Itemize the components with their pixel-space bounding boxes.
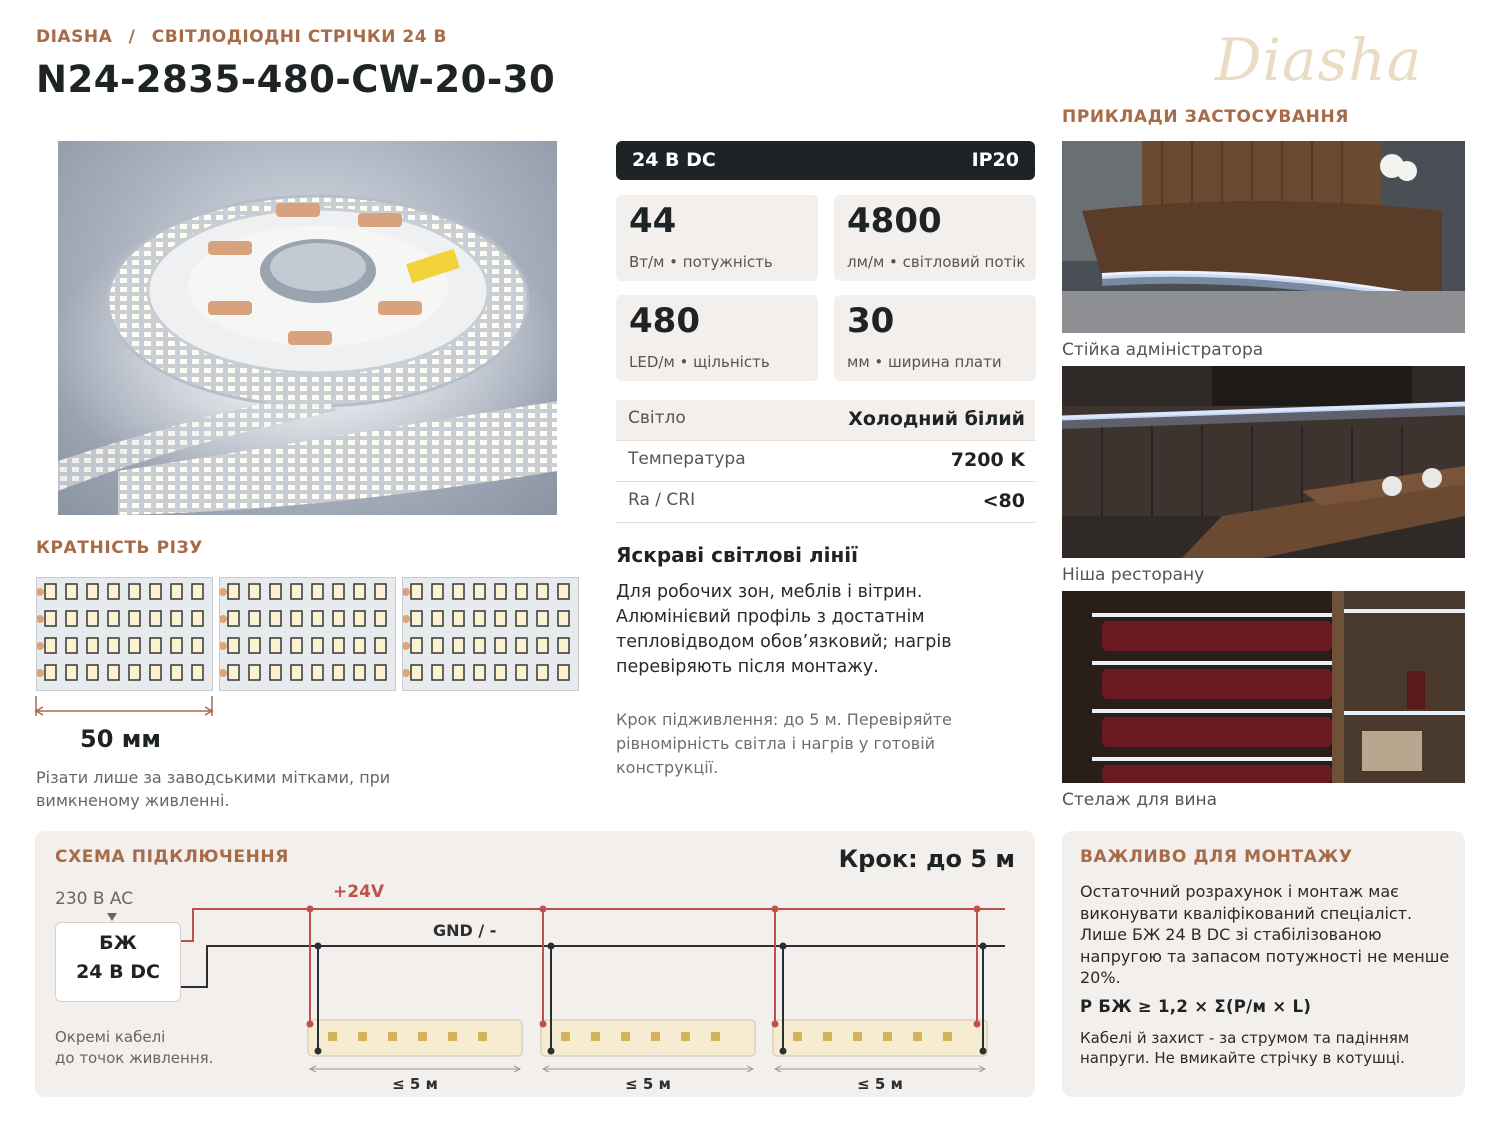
led-dot bbox=[793, 1032, 802, 1041]
breadcrumb-brand[interactable]: DIASHA bbox=[36, 27, 113, 47]
junction-dot bbox=[307, 906, 314, 913]
led-dot bbox=[711, 1032, 720, 1041]
feed-note-line: до точок живлення. bbox=[55, 1049, 214, 1067]
led-dot bbox=[561, 1032, 570, 1041]
psu-label: БЖ bbox=[99, 932, 137, 954]
led-strip-segment bbox=[541, 1020, 755, 1056]
plus-24v-wire bbox=[181, 909, 1005, 941]
feature-note: Крок підживлення: до 5 м. Перевіряйте рівномірність світла і нагрів у готовій конструкції. bbox=[616, 710, 952, 777]
junction-dot bbox=[540, 906, 547, 913]
led-dot bbox=[823, 1032, 832, 1041]
spec-tile-flux bbox=[834, 195, 1036, 281]
property-value: Холодний білий bbox=[848, 408, 1025, 430]
cutting-heading: КРАТНІСТЬ РІЗУ bbox=[36, 538, 203, 558]
tile-value: 44 bbox=[629, 201, 677, 241]
application-caption: Стійка адміністратора bbox=[1062, 340, 1264, 360]
important-note: Кабелі й захист - за струмом та падінням напруги. Не вмикайте стрічку в котушці. bbox=[1080, 1029, 1410, 1067]
junction-dot bbox=[980, 1048, 987, 1055]
important-panel bbox=[1062, 831, 1465, 1097]
led-strip-segment bbox=[308, 1020, 522, 1056]
property-value: 7200 K bbox=[950, 449, 1025, 471]
junction-dot bbox=[540, 1021, 547, 1028]
tile-value: 4800 bbox=[847, 201, 942, 241]
junction-dot bbox=[315, 1048, 322, 1055]
strip-segment-image bbox=[219, 577, 396, 691]
led-dot bbox=[478, 1032, 487, 1041]
spec-tile-width bbox=[834, 295, 1036, 381]
application-caption: Ніша ресторану bbox=[1062, 565, 1205, 585]
led-dot bbox=[388, 1032, 397, 1041]
important-heading: ВАЖЛИВО ДЛЯ МОНТАЖУ bbox=[1080, 847, 1353, 867]
tile-value: 30 bbox=[847, 301, 895, 341]
led-dot bbox=[621, 1032, 630, 1041]
cut-dimension-arrow bbox=[34, 694, 216, 720]
led-dot bbox=[681, 1032, 690, 1041]
brand-logo: Diasha bbox=[1215, 26, 1423, 94]
feed-note-line: Окремі кабелі bbox=[55, 1028, 166, 1046]
gnd-label: GND / - bbox=[433, 921, 497, 940]
junction-dot bbox=[974, 906, 981, 913]
junction-dot bbox=[780, 943, 787, 950]
junction-dot bbox=[548, 943, 555, 950]
tile-unit: Вт/м • потужність bbox=[629, 253, 773, 271]
wiring-heading: СХЕМА ПІДКЛЮЧЕННЯ bbox=[55, 847, 289, 867]
led-dot bbox=[913, 1032, 922, 1041]
junction-dot bbox=[974, 1021, 981, 1028]
led-dot bbox=[883, 1032, 892, 1041]
plus-label: +24V bbox=[333, 882, 385, 902]
application-caption: Стелаж для вина bbox=[1062, 790, 1218, 810]
ac-input-label: 230 В AC bbox=[55, 889, 134, 909]
tile-unit: мм • ширина плати bbox=[847, 353, 1002, 371]
tile-unit: LED/м • щільність bbox=[629, 353, 770, 371]
led-dot bbox=[358, 1032, 367, 1041]
wiring-panel bbox=[35, 831, 1035, 1097]
led-dot bbox=[418, 1032, 427, 1041]
breadcrumb-separator: / bbox=[128, 27, 136, 47]
led-dot bbox=[651, 1032, 660, 1041]
segment-length-label: ≤ 5 м bbox=[625, 1075, 671, 1093]
tile-unit: лм/м • світловий потік bbox=[847, 253, 1026, 271]
spec-tile-density bbox=[616, 295, 818, 381]
property-row-cri bbox=[616, 482, 1035, 522]
power-formula: P БЖ ≥ 1,2 × Σ(P/м × L) bbox=[1080, 997, 1312, 1016]
important-text: Остаточний розрахунок і монтаж має виконувати кваліфікований спеціаліст. Лише БЖ 24 В DC зі стабілізованою напругою та запасом потужності не менше 20%. bbox=[1080, 882, 1450, 987]
tile-value: 480 bbox=[629, 301, 700, 341]
junction-dot bbox=[780, 1048, 787, 1055]
segment-length-label: ≤ 5 м bbox=[857, 1075, 903, 1093]
feed-step: Крок: до 5 м bbox=[838, 845, 1015, 873]
strip-segment-image bbox=[36, 577, 213, 691]
junction-dot bbox=[772, 1021, 779, 1028]
property-key: Ra / CRI bbox=[628, 490, 696, 510]
led-dot bbox=[591, 1032, 600, 1041]
junction-dot bbox=[307, 1021, 314, 1028]
property-key: Температура bbox=[628, 449, 746, 469]
junction-dot bbox=[772, 906, 779, 913]
junction-dot bbox=[980, 943, 987, 950]
breadcrumb bbox=[36, 27, 447, 47]
led-dot bbox=[943, 1032, 952, 1041]
junction-dot bbox=[548, 1048, 555, 1055]
applications-heading: ПРИКЛАДИ ЗАСТОСУВАННЯ bbox=[1062, 107, 1349, 127]
ip-rating: IP20 bbox=[971, 149, 1019, 171]
feature-text: Для робочих зон, меблів і вітрин. Алюмінієвий профіль з достатнім тепловідводом обов’язковий; нагрів перевіряють після монтажу. bbox=[616, 582, 952, 677]
junction-dot bbox=[315, 943, 322, 950]
spec-tile-power bbox=[616, 195, 818, 281]
gnd-wire bbox=[181, 946, 1005, 987]
breadcrumb-category[interactable]: СВІТЛОДІОДНІ СТРІЧКИ 24 В bbox=[151, 27, 447, 47]
product-photo bbox=[58, 141, 557, 515]
application-photo-reception bbox=[1062, 141, 1465, 333]
segment-length-label: ≤ 5 м bbox=[392, 1075, 438, 1093]
application-photo-wine-rack bbox=[1062, 591, 1465, 783]
property-value: <80 bbox=[982, 490, 1025, 512]
spec-header-bar bbox=[616, 141, 1035, 180]
led-dot bbox=[448, 1032, 457, 1041]
feature-heading: Яскраві світлові лінії bbox=[616, 543, 858, 567]
property-row-temperature bbox=[616, 441, 1035, 481]
application-photo-restaurant bbox=[1062, 366, 1465, 558]
cut-note: Різати лише за заводськими мітками, при вимкненому живленні. bbox=[36, 768, 391, 810]
led-dot bbox=[853, 1032, 862, 1041]
led-strip-segment bbox=[773, 1020, 987, 1056]
cut-length: 50 мм bbox=[80, 725, 161, 753]
divider bbox=[616, 522, 1035, 523]
wiring-diagram bbox=[35, 831, 1035, 1097]
voltage-label: 24 В DC bbox=[632, 149, 716, 171]
property-row-light bbox=[616, 400, 1035, 440]
page-title: N24-2835-480-CW-20-30 bbox=[36, 58, 556, 101]
property-key: Світло bbox=[628, 408, 686, 428]
psu-voltage: 24 В DC bbox=[76, 961, 160, 983]
strip-segment-image bbox=[402, 577, 579, 691]
led-dot bbox=[328, 1032, 337, 1041]
